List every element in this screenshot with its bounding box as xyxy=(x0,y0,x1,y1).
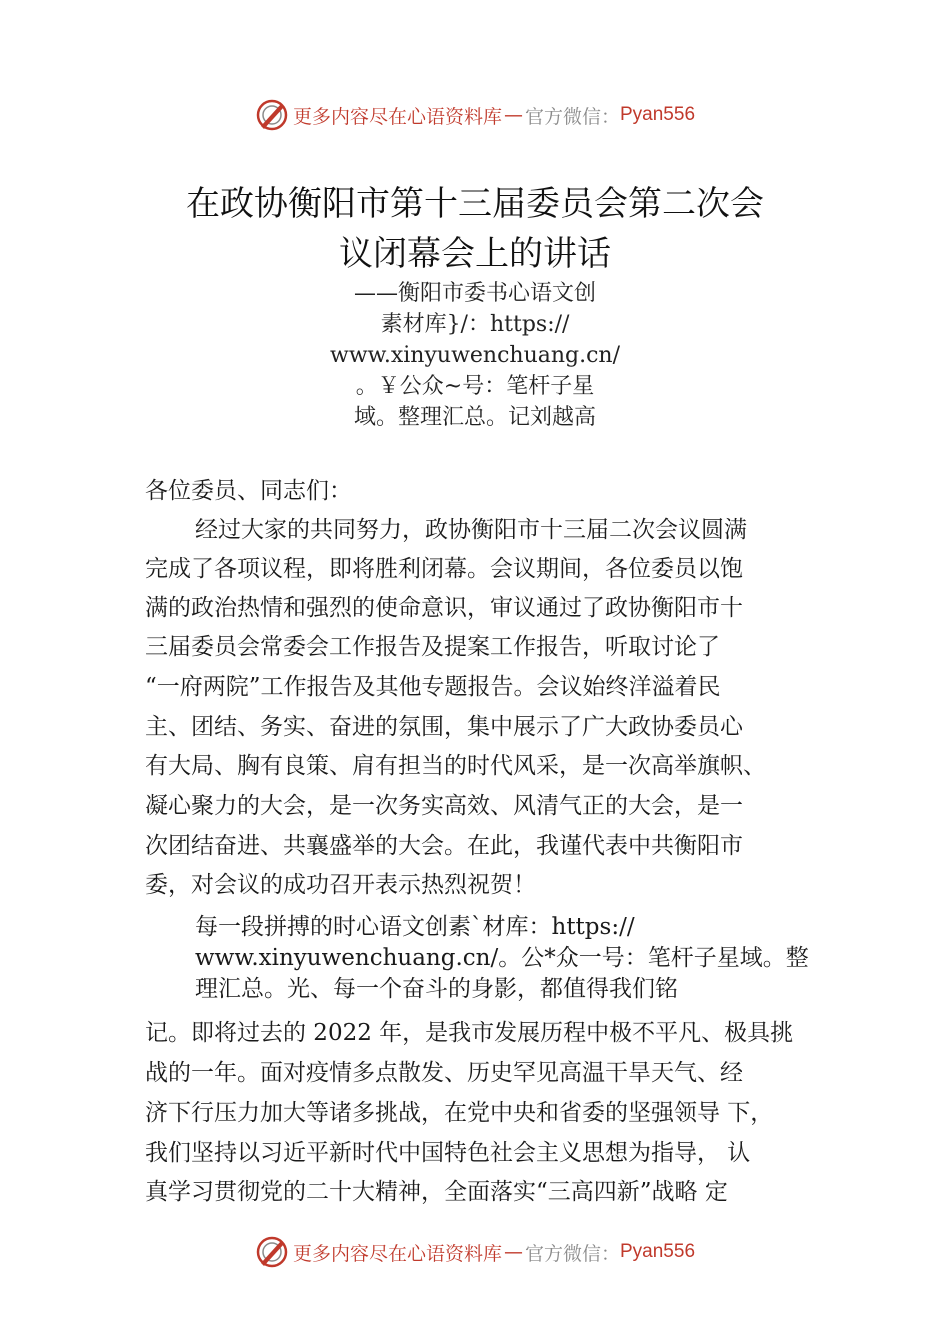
paragraph-line: 完成了各项议程，即将胜利闭幕。会议期间，各位委员以饱 xyxy=(145,556,743,582)
paragraph-line: 真学习贯彻党的二十大精神，全面落实“三高四新”战略 定 xyxy=(145,1179,728,1205)
greeting: 各位委员、同志们： xyxy=(145,478,352,504)
paragraph-line: 主、团结、务实、奋进的氛围，集中展示了广大政协委员心 xyxy=(145,714,743,740)
banner-separator: — xyxy=(503,104,523,126)
banner-wechat-id: Pyan556 xyxy=(620,1241,696,1262)
paragraph-line: “一府两院”工作报告及其他专题报告。会议始终洋溢着民 xyxy=(145,674,721,700)
banner-wechat-id: Pyan556 xyxy=(620,104,696,125)
subtitle-line: 域。整理汇总。记刘越高 xyxy=(353,405,596,430)
paragraph-line: 凝心聚力的大会，是一次务实高效、风清气正的大会，是一 xyxy=(145,793,743,819)
banner-official: 官方微信： xyxy=(524,105,620,128)
paragraph-line: 三届委员会常委会工作报告及提案工作报告，听取讨论了 xyxy=(145,634,720,660)
paragraph-line: 济下行压力加大等诸多挑战，在党中央和省委的坚强领导 下， xyxy=(145,1100,774,1126)
banner-slogan: 更多内容尽在心语资料库 xyxy=(292,105,502,128)
paragraph-line: 满的政治热情和强烈的使命意识，审议通过了政协衡阳市十 xyxy=(145,595,743,621)
page-title-line-1: 在政协衡阳市第十三届委员会第二次会 xyxy=(186,184,764,224)
paragraph-line: 委，对会议的成功召开表示热烈祝贺！ xyxy=(145,872,536,898)
banner-slogan: 更多内容尽在心语资料库 xyxy=(292,1242,502,1265)
paragraph-line: 经过大家的共同努力，政协衡阳市十三届二次会议圆满 xyxy=(195,517,747,543)
paragraph-line: 我们坚持以习近平新时代中国特色社会主义思想为指导， 认 xyxy=(145,1140,751,1166)
insert-line: 每一段拼搏的时心语文创素`材库：https:// xyxy=(195,914,635,940)
insert-line: 理汇总。光、每一个奋斗的身影，都值得我们铭 xyxy=(195,976,678,1002)
paragraph-line: 有大局、胸有良策、肩有担当的时代风采，是一次高举旗帜、 xyxy=(145,753,766,779)
subtitle-line: 素材库}/：https:// xyxy=(380,312,570,337)
paragraph-line: 战的一年。面对疫情多点散发、历史罕见高温干旱天气、经 xyxy=(145,1060,743,1086)
paragraph-line: 记。即将过去的 2022 年，是我市发展历程中极不平凡、极具挑 xyxy=(145,1020,794,1046)
subtitle-line: 。￥公众~号：笔杆子星 xyxy=(355,374,595,399)
subtitle-line: ——衡阳市委书心语文创 xyxy=(353,281,596,306)
footer-banner xyxy=(0,1232,950,1272)
paragraph-line: 次团结奋进、共襄盛举的大会。在此，我谨代表中共衡阳市 xyxy=(145,833,743,859)
banner-separator: — xyxy=(503,1241,523,1263)
header-banner xyxy=(0,95,950,135)
pen-logo-icon xyxy=(255,1235,289,1269)
banner-official: 官方微信： xyxy=(524,1242,620,1265)
pen-logo-icon xyxy=(255,98,289,132)
subtitle-line: www.xinyuwenchuang.cn/ xyxy=(329,343,621,368)
insert-line: www.xinyuwenchuang.cn/。公*众一号：笔杆子星域。整 xyxy=(195,945,809,971)
page-title-line-2: 议闭幕会上的讲话 xyxy=(339,234,611,274)
